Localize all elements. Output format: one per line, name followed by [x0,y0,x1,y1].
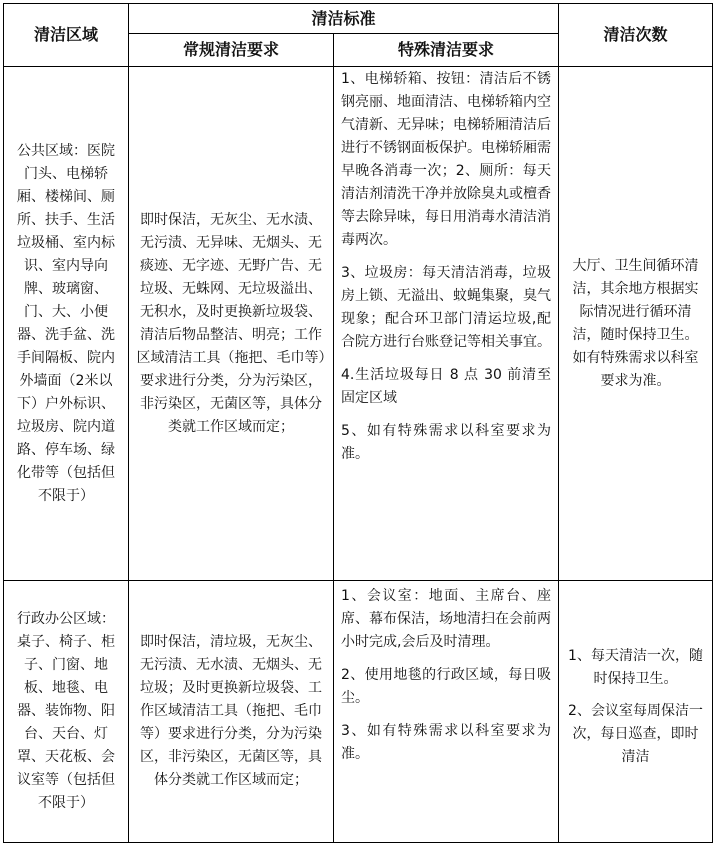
special-requirements-cell [334,67,559,581]
special-item: 3、如有特殊需求以科室要求为准。 [341,723,552,762]
cleaning-standards-table [3,3,713,843]
frequency-cell [559,581,713,843]
special-item: 2、使用地毯的行政区域，每日吸尘。 [341,667,552,706]
area-cell: 公共区域：医院门头、电梯轿厢、楼梯间、厕所、扶手、生活垃圾桶、室内标识、室内导向牌、玻璃窗、门、大、小便器、洗手盆、洗手间隔板、院内外墙面（2米以下）户外标识、垃圾房、院内道路、停车场、绿化带等（包括但不限于） [4,67,129,581]
regular-requirements-cell: 即时保洁，清垃圾，无灰尘、无污渍、无水渍、无烟头、无垃圾；及时更换新垃圾袋、工作区域清洁工具（拖把、毛巾等）要求进行分类，分为污染区，非污染区，无菌区等，具体分类就工作区域而定； [129,581,334,843]
table-row [4,67,713,581]
regular-requirements-cell: 即时保洁，无灰尘、无水渍、无污渍、无异味、无烟头、无痰迹、无字迹、无野广告、无垃圾、无蛛网、无垃圾溢出、无积水，及时更换新垃圾袋、清洁后物品整洁、明亮；工作区域清洁工具（拖把、毛巾等）要求进行分类，分为污染区，非污染区，无菌区等，具体分类就工作区域而定； [129,67,334,581]
special-item: 1、电梯轿箱、按钮：清洁后不锈钢亮丽、地面清洁、电梯轿箱内空气清新、无异味；电梯轿厢清洁后进行不锈钢面板保护。电梯轿厢需早晚各消毒一次；2、厕所：每天清洁剂清洗干净并放除臭丸或檀香等去除异味，每日用消毒水清洁消毒两次。 [341,71,552,248]
frequency-item: 1、每天清洁一次，随时保持卫生。 [568,648,703,687]
frequency-cell: 大厅、卫生间循环清洁，其余地方根据实际情况进行循环清洁，随时保持卫生。如有特殊需求以科室要求为准。 [559,67,713,581]
special-requirements-cell [334,581,559,843]
special-item: 4.生活垃圾每日 8 点 30 前清至固定区域 [341,367,552,406]
header-cleaning-area: 清洁区域 [4,4,129,67]
frequency-item: 2、会议室每周保洁一次，每日巡查，即时清洁 [568,703,703,765]
header-cleaning-standard: 清洁标准 [129,4,559,34]
special-item: 5、如有特殊需求以科室要求为准。 [341,423,552,462]
table-row [4,581,713,843]
area-cell: 行政办公区域：桌子、椅子、柜子、门窗、地板、地毯、电器、装饰物、阳台、天台、灯罩、天花板、会议室等（包括但不限于） [4,581,129,843]
special-item: 3、垃圾房：每天清洁消毒，垃圾房上锁、无溢出、蚊蝇集聚，臭气现象；配合环卫部门清运垃圾,配合院方进行台账登记等相关事宜。 [341,265,552,350]
header-cleaning-frequency: 清洁次数 [559,4,713,67]
header-regular-requirements: 常规清洁要求 [129,34,334,67]
special-item: 1、会议室：地面、主席台、座席、幕布保洁，场地清扫在会前两小时完成,会后及时清理。 [341,588,552,650]
header-special-requirements: 特殊清洁要求 [334,34,559,67]
